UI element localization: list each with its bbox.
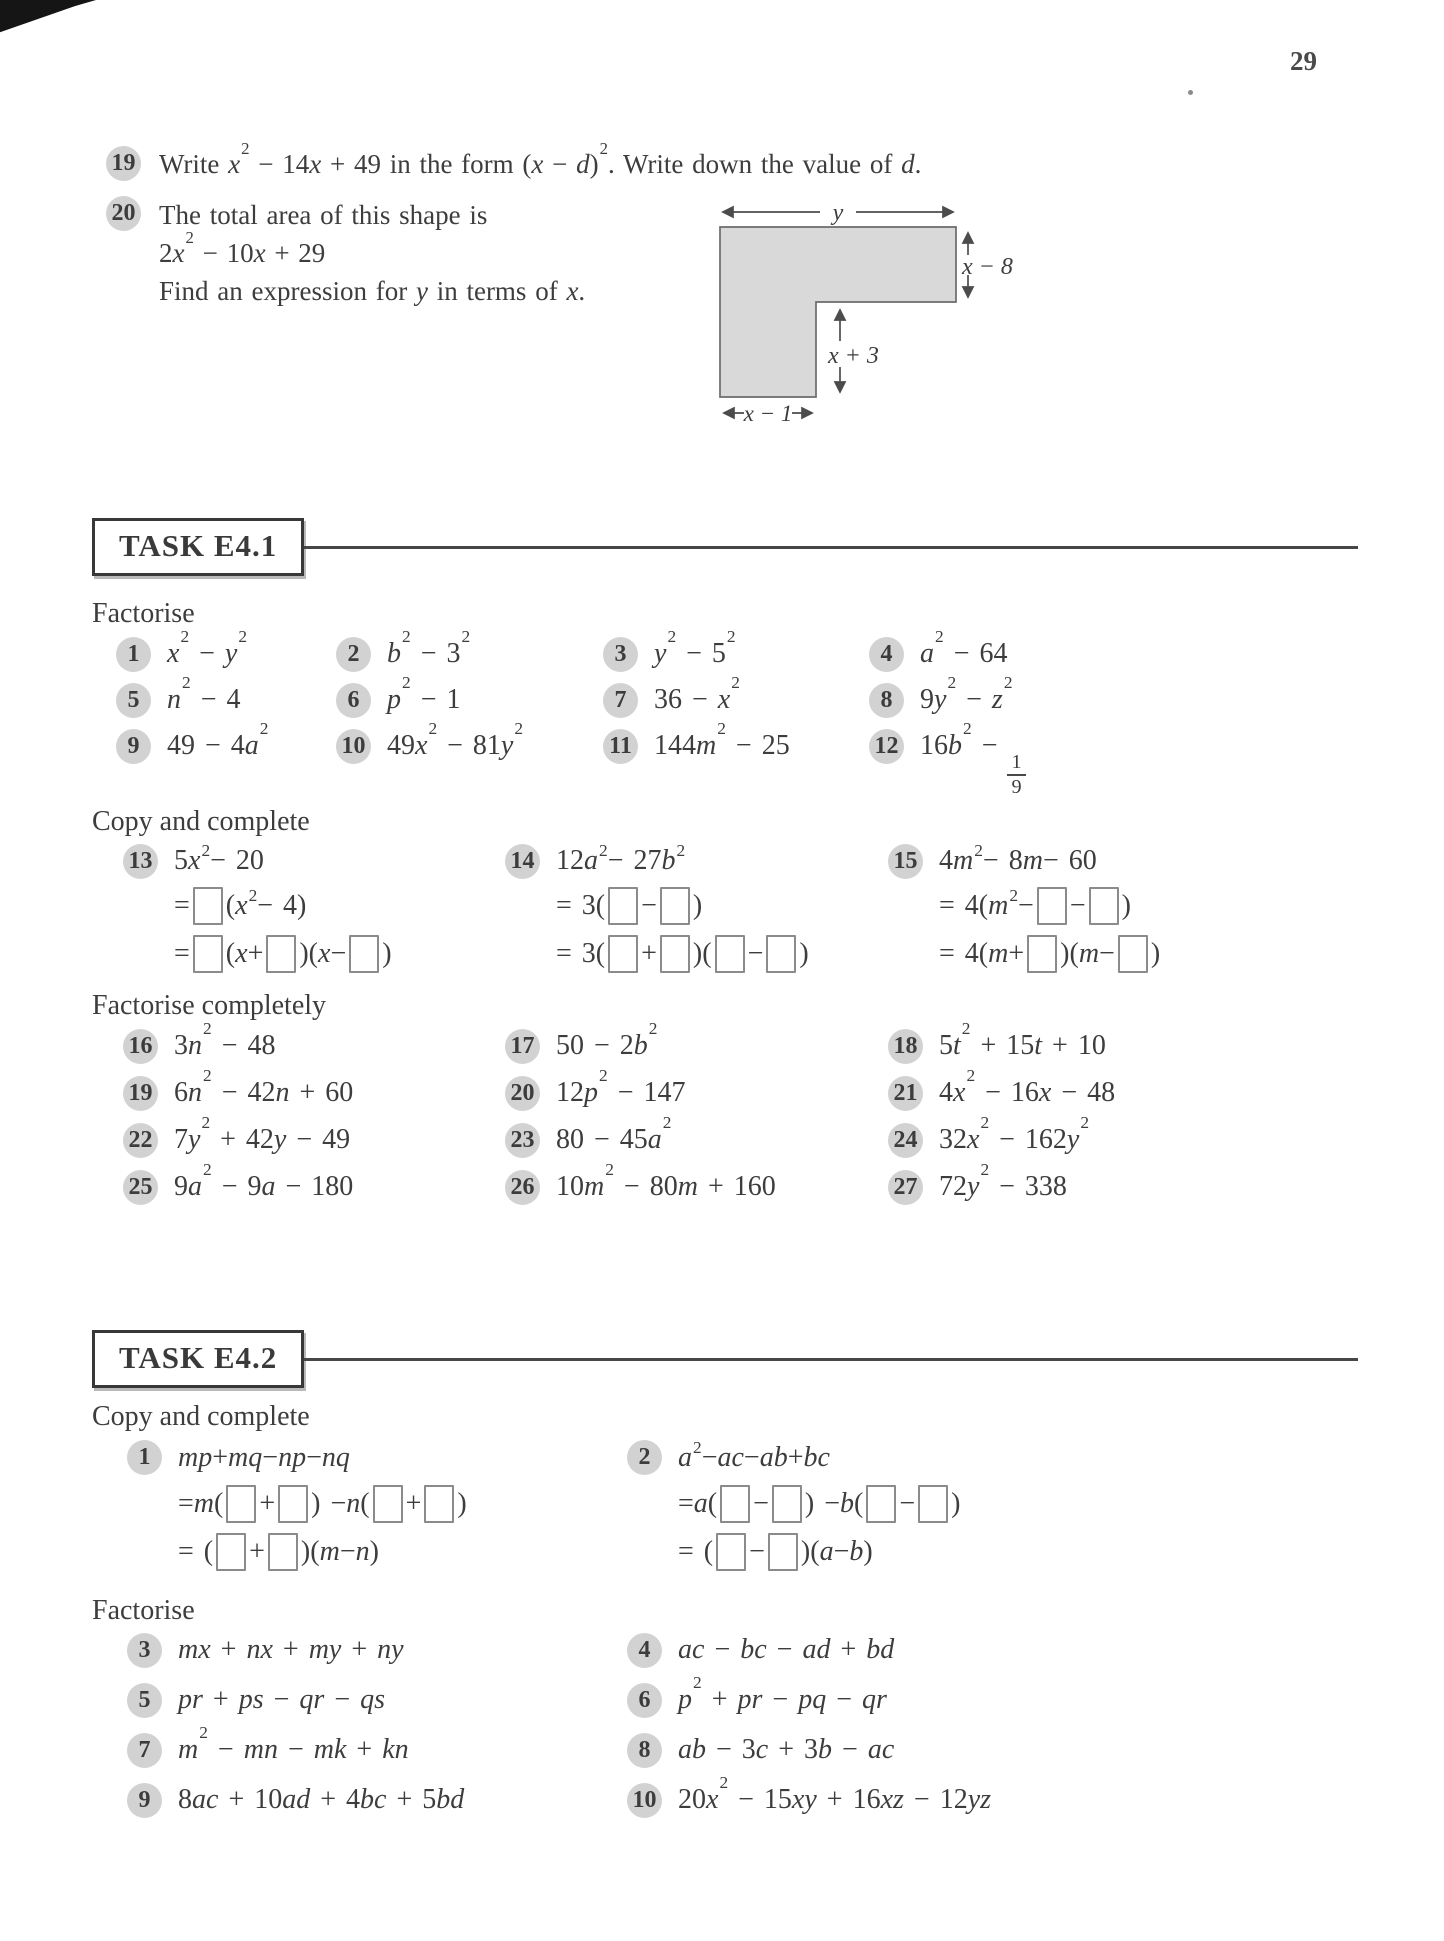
task1-factorise-list xyxy=(116,627,1384,798)
problem-expression: $p^2 - 1$ xyxy=(387,673,461,715)
problem-expression: 5 x $^2$ − 20 xyxy=(174,841,264,876)
problem-expression: mp + mq − np − nq xyxy=(178,1442,350,1473)
worked-line-with-blanks: = 4( m $^2$ − − ) xyxy=(939,882,1160,930)
problem-item xyxy=(603,673,869,726)
problem-number-badge: 21 xyxy=(888,1076,923,1111)
task-header-rule xyxy=(304,1358,1358,1361)
problem-item xyxy=(123,1019,505,1073)
problem-number-badge: 2 xyxy=(627,1440,662,1475)
worked-line-with-blanks: = 3( + )( − ) xyxy=(556,930,809,978)
problem-item xyxy=(127,1780,627,1830)
question-number-badge: 20 xyxy=(106,196,141,231)
copy-complete-body xyxy=(178,1436,467,1576)
problem-item xyxy=(505,1019,888,1073)
problem-number-badge: 5 xyxy=(127,1683,162,1718)
copy-complete-item xyxy=(627,1436,1404,1576)
right-height-label: x − 8 xyxy=(962,254,1013,280)
task-e42-header xyxy=(92,1330,1358,1388)
l-shape xyxy=(720,227,956,397)
worked-line-with-blanks: = ( x $^2$ − 4) xyxy=(174,882,392,930)
problem-item xyxy=(505,1066,888,1120)
problem-expression: $3n^2 - 48$ xyxy=(174,1019,276,1061)
problem-item xyxy=(869,719,1384,798)
problem-item xyxy=(116,673,336,726)
problem-number-badge: 26 xyxy=(505,1170,540,1205)
shape-diagram-svg xyxy=(716,197,1050,435)
question-line: The total area of this shape is xyxy=(159,200,488,230)
problem-item xyxy=(123,1066,505,1120)
worked-line-with-blanks: = ( + )( m − n ) xyxy=(178,1528,467,1576)
section-heading-factorise: Factorise xyxy=(92,598,195,629)
problem-number-badge: 6 xyxy=(336,683,371,718)
scan-dot-artifact xyxy=(1188,90,1193,95)
problem-number-badge: 18 xyxy=(888,1029,923,1064)
problem-item xyxy=(627,1673,1404,1730)
problem-number-badge: 20 xyxy=(505,1076,540,1111)
problem-number-badge: 8 xyxy=(627,1733,662,1768)
question-number-badge: 19 xyxy=(106,146,141,181)
copy-complete-item xyxy=(127,1436,627,1576)
question-19 xyxy=(106,138,1346,182)
problem-item xyxy=(123,1113,505,1167)
problem-number-badge: 4 xyxy=(627,1633,662,1668)
problem-number-badge: 25 xyxy=(123,1170,158,1205)
copy-complete-body xyxy=(678,1436,961,1576)
scan-corner-artifact xyxy=(0,0,96,34)
problem-number-badge: 24 xyxy=(888,1123,923,1158)
width-label: y xyxy=(832,200,844,226)
problem-item xyxy=(888,1066,1404,1120)
problem-number-badge: 14 xyxy=(505,844,540,879)
problem-item xyxy=(116,719,336,772)
copy-complete-body xyxy=(556,840,809,978)
section-heading-factorise: Factorise xyxy=(92,1595,195,1626)
problem-number-badge: 27 xyxy=(888,1170,923,1205)
problem-number-badge: 3 xyxy=(127,1633,162,1668)
task-e41-header xyxy=(92,518,1358,576)
problem-number-badge: 16 xyxy=(123,1029,158,1064)
problem-item xyxy=(127,1630,627,1680)
task1-factorise-completely-list xyxy=(123,1019,1404,1214)
problem-item xyxy=(336,627,603,680)
problem-expression: $n^2 - 4$ xyxy=(167,673,241,715)
problem-expression: $49x^2 - 81y^2$ xyxy=(387,719,524,761)
section-heading-copy-complete: Copy and complete xyxy=(92,806,310,837)
problem-item xyxy=(627,1730,1404,1780)
question-line: Find an expression for y in terms of x. xyxy=(159,276,586,306)
question-text-block xyxy=(159,196,585,310)
problem-item xyxy=(869,673,1384,726)
worked-line-with-blanks: = m ( + ) − n ( + ) xyxy=(178,1480,467,1528)
problem-expression: 8ac + 10ad + 4bc + 5bd xyxy=(178,1784,465,1815)
problem-expression: $b^2 - 3^2$ xyxy=(387,627,471,669)
problem-expression: $m^2$ − mn − mk + kn xyxy=(178,1723,409,1765)
problem-expression: $4x^2 - 16x - 48$ xyxy=(939,1066,1116,1108)
problem-number-badge: 17 xyxy=(505,1029,540,1064)
question-text: Write $x^2 - 14x + 49$ in the form $(x - d)^2$. Write down the value of d. xyxy=(159,138,922,179)
problem-item xyxy=(505,1113,888,1167)
problem-expression: $36 - x^2$ xyxy=(654,673,740,715)
copy-complete-body xyxy=(174,840,392,978)
task-title-box: TASK E4.2 xyxy=(92,1330,304,1388)
problem-item xyxy=(627,1630,1404,1680)
task1-copy-complete-list xyxy=(123,840,1404,978)
problem-expression: $5t^2 + 15t + 10$ xyxy=(939,1019,1106,1061)
section-heading-copy-complete: Copy and complete xyxy=(92,1401,310,1432)
worked-line-with-blanks: = ( x + )( x − ) xyxy=(174,930,392,978)
problem-number-badge: 23 xyxy=(505,1123,540,1158)
problem-expression: $6n^2 - 42n + 60$ xyxy=(174,1066,354,1108)
problem-expression: $a^2 - 64$ xyxy=(920,627,1008,669)
problem-item xyxy=(116,627,336,680)
problem-expression: $50 - 2b^2$ xyxy=(556,1019,658,1061)
problem-item xyxy=(505,1160,888,1214)
problem-number-badge: 9 xyxy=(116,729,151,764)
worked-line-with-blanks: = 3( − ) xyxy=(556,882,809,930)
problem-number-badge: 3 xyxy=(603,637,638,672)
copy-complete-item xyxy=(888,840,1404,978)
problem-expression: $16b^2$ − $\frac{1}{9}$ xyxy=(920,726,1026,798)
shape-diagram xyxy=(716,197,1050,435)
copy-complete-item xyxy=(123,840,505,978)
problem-number-badge: 8 xyxy=(869,683,904,718)
problem-number-badge: 2 xyxy=(336,637,371,672)
problem-number-badge: 10 xyxy=(336,729,371,764)
problem-expression: ac − bc − ad + bd xyxy=(678,1634,895,1665)
problem-expression: mx + nx + my + ny xyxy=(178,1634,404,1665)
task2-copy-complete-list xyxy=(127,1436,1404,1576)
task-title-box: TASK E4.1 xyxy=(92,518,304,576)
problem-number-badge: 1 xyxy=(116,637,151,672)
problem-item xyxy=(336,673,603,726)
problem-number-badge: 12 xyxy=(869,729,904,764)
worked-line-with-blanks: = 4( m + )( m − ) xyxy=(939,930,1160,978)
notch-height-label: x + 3 xyxy=(828,343,879,369)
problem-number-badge: 4 xyxy=(869,637,904,672)
problem-expression: $9a^2 - 9a - 180$ xyxy=(174,1160,354,1202)
page-number: 29 xyxy=(1290,46,1317,76)
problem-expression: $x^2 - y^2$ xyxy=(167,627,248,669)
section-heading-factorise-completely: Factorise completely xyxy=(92,990,327,1021)
problem-item xyxy=(888,1113,1404,1167)
problem-number-badge: 1 xyxy=(127,1440,162,1475)
problem-expression: $p^2$ + pr − pq − qr xyxy=(678,1673,887,1715)
problem-number-badge: 19 xyxy=(123,1076,158,1111)
problem-expression: 12 a $^2$ − 27 b $^2$ xyxy=(556,841,686,876)
problem-item xyxy=(603,719,869,772)
problem-number-badge: 9 xyxy=(127,1783,162,1818)
problem-expression: ab − 3c + 3b − ac xyxy=(678,1734,895,1765)
problem-expression: a $^2$ − ac − ab + bc xyxy=(678,1438,830,1473)
problem-expression: $y^2 - 5^2$ xyxy=(654,627,736,669)
copy-complete-item xyxy=(505,840,888,978)
problem-expression: $7y^2 + 42y - 49$ xyxy=(174,1113,351,1155)
problem-number-badge: 15 xyxy=(888,844,923,879)
problem-expression: $72y^2 - 338$ xyxy=(939,1160,1067,1202)
problem-number-badge: 13 xyxy=(123,844,158,879)
problem-item xyxy=(123,1160,505,1214)
worked-line-with-blanks: = a ( − ) − b ( − ) xyxy=(678,1480,961,1528)
problem-expression: pr + ps − qr − qs xyxy=(178,1684,386,1715)
problem-item xyxy=(336,719,603,772)
problem-number-badge: 6 xyxy=(627,1683,662,1718)
problem-item xyxy=(888,1160,1404,1214)
problem-expression: $10m^2 - 80m + 160$ xyxy=(556,1160,776,1202)
question-20 xyxy=(106,196,666,310)
problem-number-badge: 22 xyxy=(123,1123,158,1158)
problem-item xyxy=(627,1773,1404,1830)
problem-expression: $12p^2 - 147$ xyxy=(556,1066,686,1108)
problem-expression: $9y^2 - z^2$ xyxy=(920,673,1013,715)
problem-expression: 4 m $^2$ − 8 m − 60 xyxy=(939,841,1097,876)
problem-number-badge: 5 xyxy=(116,683,151,718)
problem-number-badge: 10 xyxy=(627,1783,662,1818)
problem-number-badge: 11 xyxy=(603,729,638,764)
problem-expression: $49 - 4a^2$ xyxy=(167,719,269,761)
task-header-rule xyxy=(304,546,1358,549)
problem-expression: $32x^2 - 162y^2$ xyxy=(939,1113,1090,1155)
problem-expression: $144m^2 - 25$ xyxy=(654,719,790,761)
task2-factorise-list xyxy=(127,1630,1404,1830)
bottom-width-label: x − 1 xyxy=(743,401,793,426)
question-expression: $2x^2 - 10x + 29$ xyxy=(159,227,326,268)
worked-line-with-blanks: = ( − )( a − b ) xyxy=(678,1528,961,1576)
problem-expression: $20x^2 - 15xy + 16xz - 12yz$ xyxy=(678,1773,992,1815)
problem-number-badge: 7 xyxy=(127,1733,162,1768)
problem-expression: $80 - 45a^2$ xyxy=(556,1113,672,1155)
copy-complete-body xyxy=(939,840,1160,978)
problem-number-badge: 7 xyxy=(603,683,638,718)
problem-item xyxy=(127,1723,627,1780)
